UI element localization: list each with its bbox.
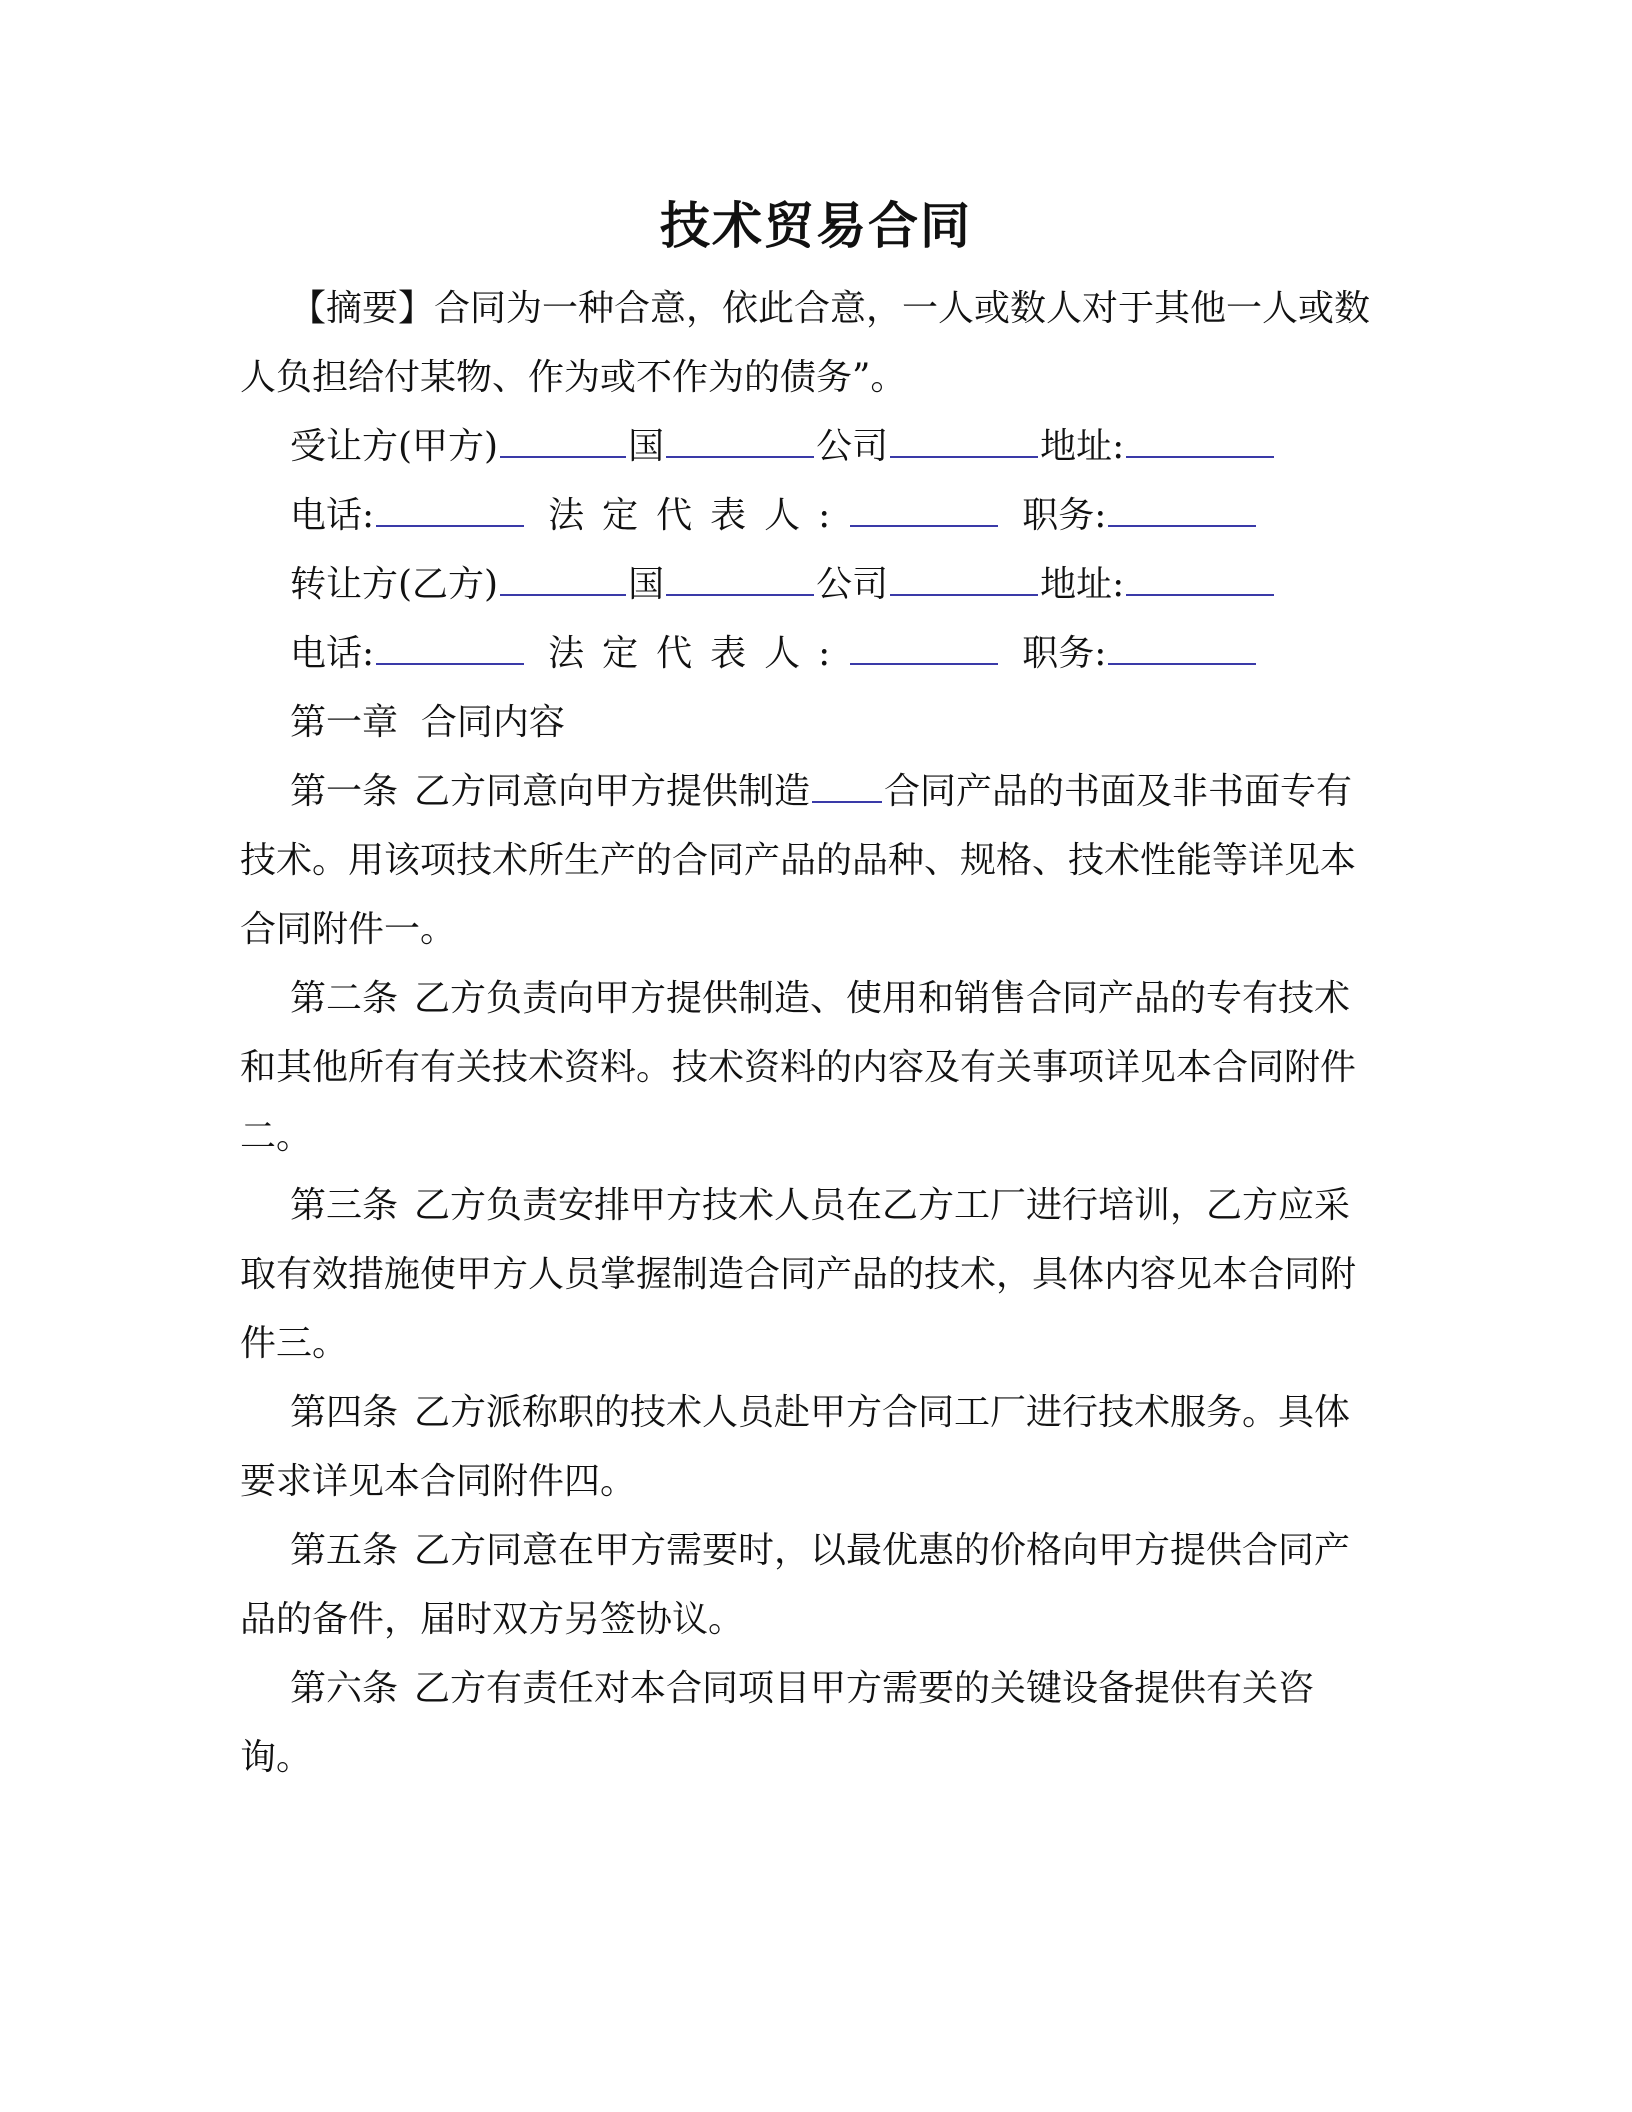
- article-3: [240, 1171, 1382, 1378]
- chapter-heading: 第一章 合同内容: [290, 702, 565, 743]
- party-b-rep-label: 法定代表人:: [548, 633, 849, 674]
- article-1: [240, 757, 1382, 964]
- party-b-company-name-field[interactable]: [890, 554, 1038, 596]
- article-6-label: 第六条: [290, 1668, 399, 1709]
- party-b-position-field[interactable]: [1108, 623, 1256, 665]
- party-b-line-1: [240, 550, 1382, 619]
- article-3-text: 乙方负责安排甲方技术人员在乙方工厂进行培训，乙方应采取有效措施使甲方人员掌握制造合同产品的技术，具体内容见本合同附件三。: [240, 1185, 1357, 1364]
- party-a-label: 受让方(甲方): [290, 426, 499, 467]
- document-body: [240, 274, 1382, 1792]
- party-a-address-label: 地址:: [1040, 426, 1125, 467]
- party-b-company-field[interactable]: [666, 554, 814, 596]
- article-5-text: 乙方同意在甲方需要时，以最优惠的价格向甲方提供合同产品的备件，届时双方另签协议。: [240, 1530, 1351, 1640]
- party-a-phone-field[interactable]: [376, 485, 524, 527]
- party-a-rep-label: 法定代表人:: [548, 495, 849, 536]
- article-5-label: 第五条: [290, 1530, 399, 1571]
- party-b-phone-label: 电话:: [290, 633, 375, 674]
- party-a-address-field[interactable]: [1126, 416, 1274, 458]
- article-6: [240, 1654, 1382, 1792]
- party-b-country-label: 国: [628, 564, 665, 605]
- party-a-company-field[interactable]: [666, 416, 814, 458]
- article-6-text: 乙方有责任对本合同项目甲方需要的关键设备提供有关咨询。: [240, 1668, 1315, 1778]
- party-a-company-label: 公司: [816, 426, 889, 467]
- party-a-company-name-field[interactable]: [890, 416, 1038, 458]
- article-1-product-field[interactable]: [812, 761, 882, 803]
- article-2: [240, 964, 1382, 1171]
- party-b-address-field[interactable]: [1126, 554, 1274, 596]
- party-a-line-2: [240, 481, 1382, 550]
- article-2-label: 第二条: [290, 978, 399, 1019]
- article-3-label: 第三条: [290, 1185, 399, 1226]
- party-b-position-label: 职务:: [1022, 633, 1107, 674]
- article-1-text-after: 合同产品的书面及非书面专有技术。用该项技术所生产的合同产品的品种、规格、技术性能等详见本合同附件一。: [240, 771, 1357, 950]
- party-b-company-label: 公司: [816, 564, 889, 605]
- party-b-line-2: [240, 619, 1382, 688]
- party-a-position-label: 职务:: [1022, 495, 1107, 536]
- party-b-rep-field[interactable]: [850, 623, 998, 665]
- abstract-paragraph: 【摘要】合同为一种合意，依此合意，一人或数人对于其他一人或数人负担给付某物、作为或不作为的债务”。: [240, 288, 1371, 398]
- article-4-label: 第四条: [290, 1392, 399, 1433]
- article-5: [240, 1516, 1382, 1654]
- article-1-text-before: 乙方同意向甲方提供制造: [414, 771, 811, 812]
- article-1-label: 第一条: [290, 771, 399, 812]
- party-b-label: 转让方(乙方): [290, 564, 499, 605]
- party-a-country-field[interactable]: [500, 416, 626, 458]
- party-a-position-field[interactable]: [1108, 485, 1256, 527]
- article-4-text: 乙方派称职的技术人员赴甲方合同工厂进行技术服务。具体要求详见本合同附件四。: [240, 1392, 1351, 1502]
- party-a-phone-label: 电话:: [290, 495, 375, 536]
- party-b-address-label: 地址:: [1040, 564, 1125, 605]
- party-b-phone-field[interactable]: [376, 623, 524, 665]
- party-b-country-field[interactable]: [500, 554, 626, 596]
- party-a-country-label: 国: [628, 426, 665, 467]
- party-a-rep-field[interactable]: [850, 485, 998, 527]
- article-4: [240, 1378, 1382, 1516]
- document-title: 技术贸易合同: [660, 196, 972, 255]
- article-2-text: 乙方负责向甲方提供制造、使用和销售合同产品的专有技术和其他所有有关技术资料。技术资料的内容及有关事项详见本合同附件二。: [240, 978, 1357, 1157]
- party-a-line-1: [240, 412, 1382, 481]
